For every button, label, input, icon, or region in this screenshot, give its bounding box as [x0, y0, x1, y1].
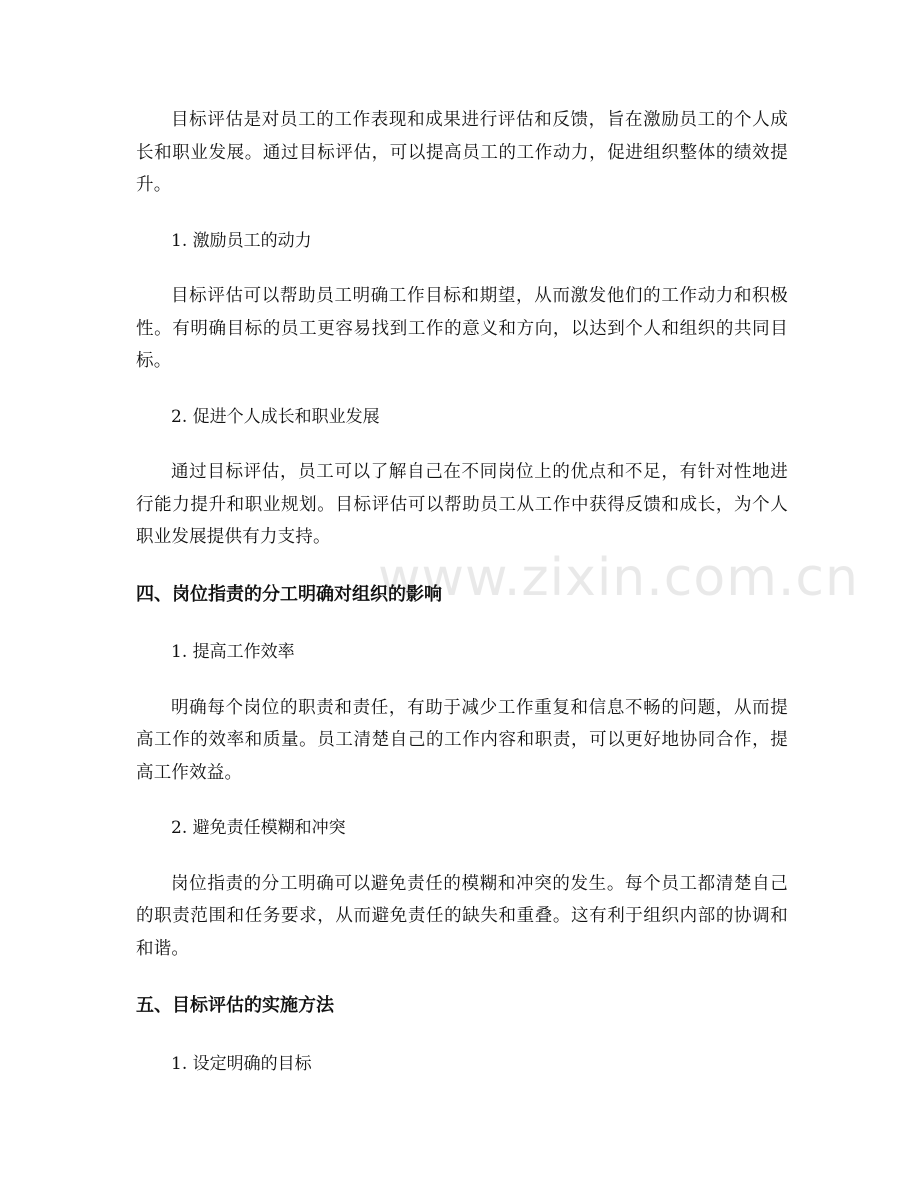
watermark: www.zixin.com.cn — [378, 548, 859, 608]
efficiency-paragraph: 明确每个岗位的职责和责任，有助于减少工作重复和信息不畅的问题，从而提高工作的效率和质量。员工清楚自己的工作内容和职责，可以更好地协同合作，提高工作效益。 — [136, 697, 788, 783]
intro-paragraph: 目标评估是对员工的工作表现和成果进行评估和反馈，旨在激励员工的个人成长和职业发展。通过目标评估，可以提高员工的工作动力，促进组织整体的绩效提升。 — [136, 110, 788, 195]
list-item-efficiency: 1. 提高工作效率 — [171, 642, 295, 662]
motivation-paragraph: 目标评估可以帮助员工明确工作目标和期望，从而激发他们的工作动力和积极性。有明确目标的员工更容易找到工作的意义和方向，以达到个人和组织的共同目标。 — [136, 286, 788, 371]
growth-paragraph: 通过目标评估，员工可以了解自己在不同岗位上的优点和不足，有针对性地进行能力提升和职业规划。目标评估可以帮助员工从工作中获得反馈和成长，为个人职业发展提供有力支持。 — [136, 462, 788, 547]
list-item-conflict: 2. 避免责任模糊和冲突 — [171, 818, 346, 838]
section-heading-4: 四、岗位指责的分工明确对组织的影响 — [136, 583, 442, 605]
conflict-paragraph: 岗位指责的分工明确可以避免责任的模糊和冲突的发生。每个员工都清楚自己的职责范围和任务要求，从而避免责任的缺失和重叠。这有利于组织内部的协调和和谐。 — [136, 873, 788, 959]
list-item-set-goals: 1. 设定明确的目标 — [171, 1053, 312, 1074]
section-heading-5: 五、目标评估的实施方法 — [136, 995, 334, 1016]
list-item-motivation: 1. 激励员工的动力 — [171, 230, 312, 251]
document-body — [136, 104, 788, 1080]
list-item-growth: 2. 促进个人成长和职业发展 — [171, 406, 380, 427]
